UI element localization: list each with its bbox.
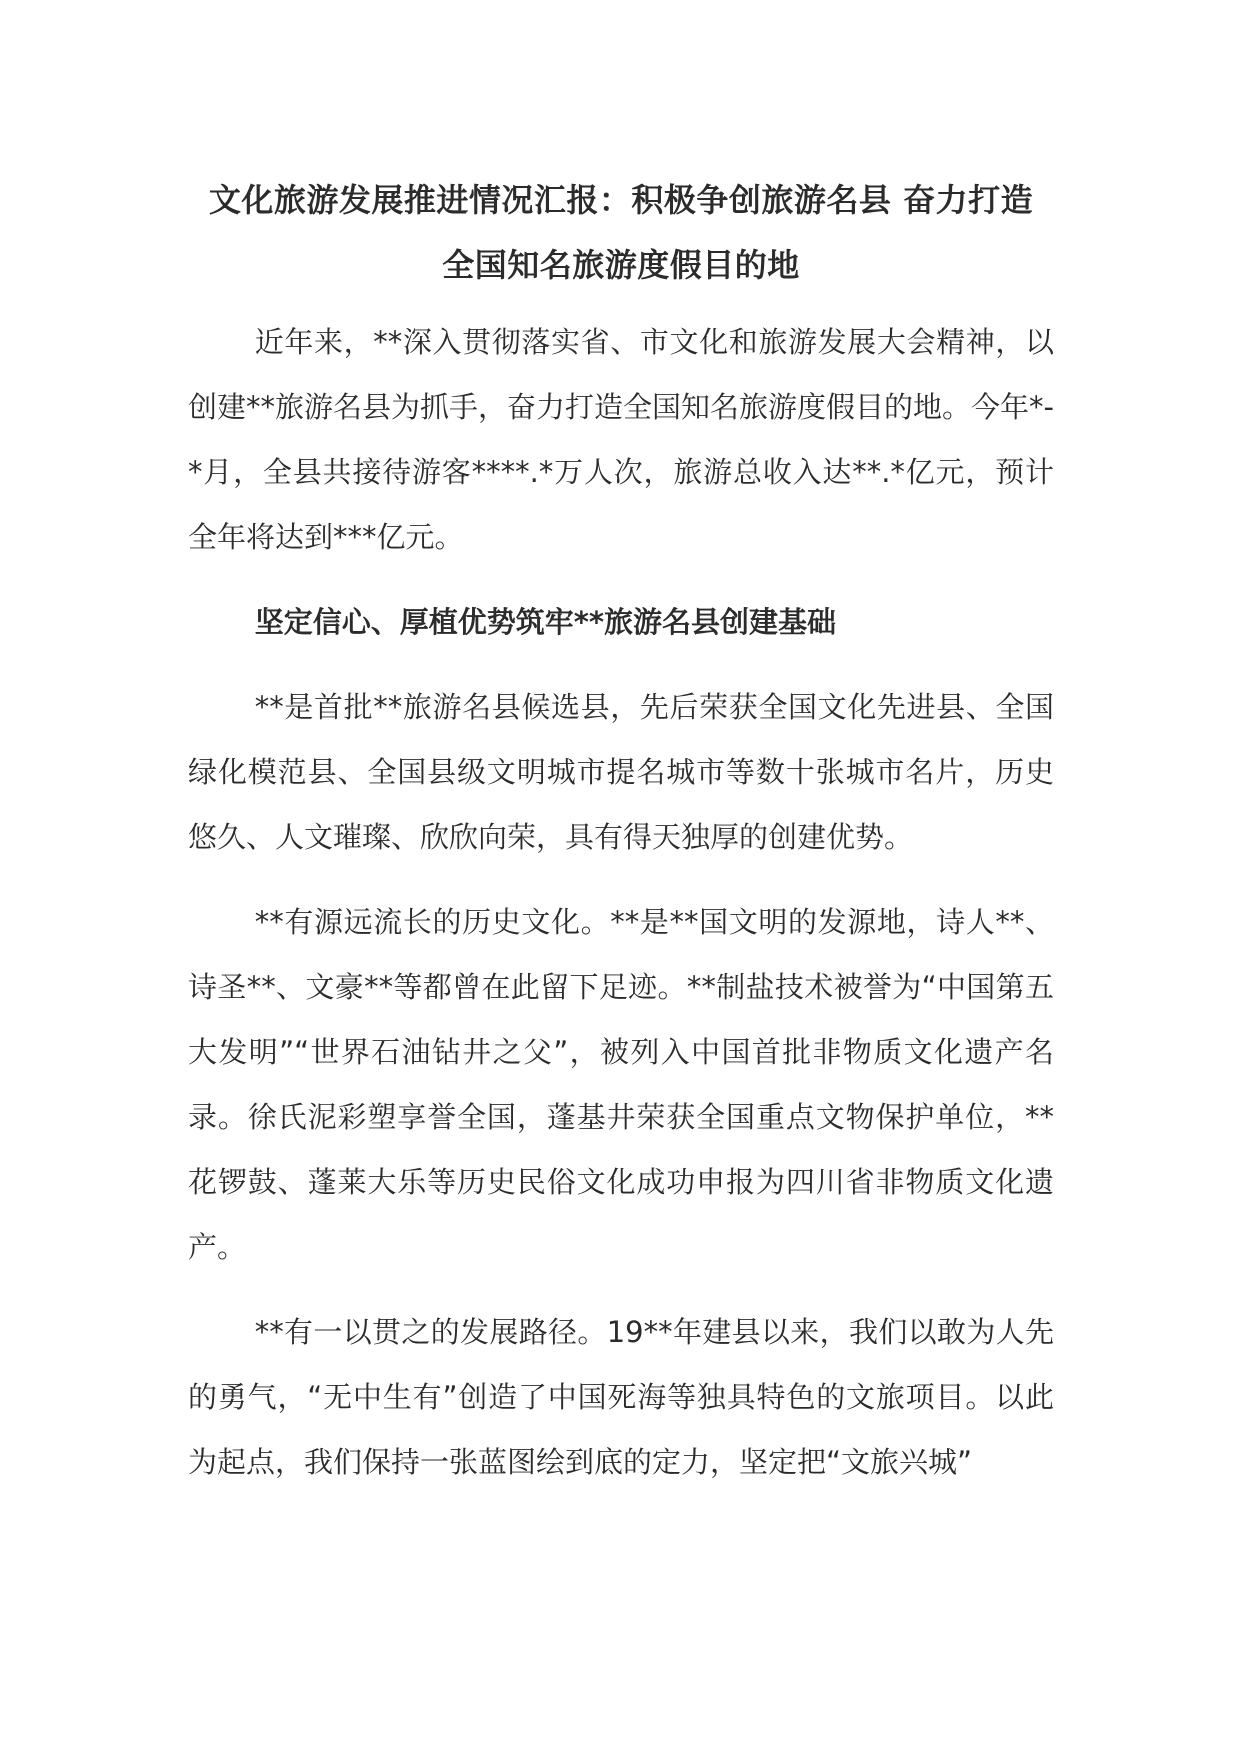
title-line-1: 文化旅游发展推进情况汇报：积极争创旅游名县 奋力打造 [208,181,1034,219]
intro-paragraph: 近年来，**深入贯彻落实省、市文化和旅游发展大会精神，以创建**旅游名县为抓手，奋力打造全国知名旅游度假目的地。今年*-*月，全县共接待游客****.*万人次，旅游总收入达**.*亿元，预计全年将达到***亿元。 [188,325,1054,554]
title-line-2: 全国知名旅游度假目的地 [442,246,800,284]
section-paragraph-3: **有一以贯之的发展路径。19**年建县以来，我们以敢为人先的勇气，“无中生有”创造了中国死海等独具特色的文旅项目。以此为起点，我们保持一张蓝图绘到底的定力，坚定把“文旅兴城” [188,1315,1054,1479]
document-body [188,168,1054,1515]
section-paragraph-1: **是首批**旅游名县候选县，先后荣获全国文化先进县、全国绿化模范县、全国县级文明城市提名城市等数十张城市名片，历史悠久、人文璀璨、欣欣向荣，具有得天独厚的创建优势。 [188,690,1054,854]
section-paragraph-2: **有源远流长的历史文化。**是**国文明的发源地，诗人**、诗圣**、文豪**等都曾在此留下足迹。**制盐技术被誉为“中国第五大发明”“世界石油钻井之父”，被列入中国首批非物质文化遗产名录。徐氏泥彩塑享誉全国，蓬基井荣获全国重点文物保护单位，**花锣鼓、蓬莱大乐等历史民俗文化成功申报为四川省非物质文化遗产。 [188,905,1054,1264]
section-heading: 坚定信心、厚植优势筑牢**旅游名县创建基础 [254,605,837,639]
document-title [188,168,1054,298]
